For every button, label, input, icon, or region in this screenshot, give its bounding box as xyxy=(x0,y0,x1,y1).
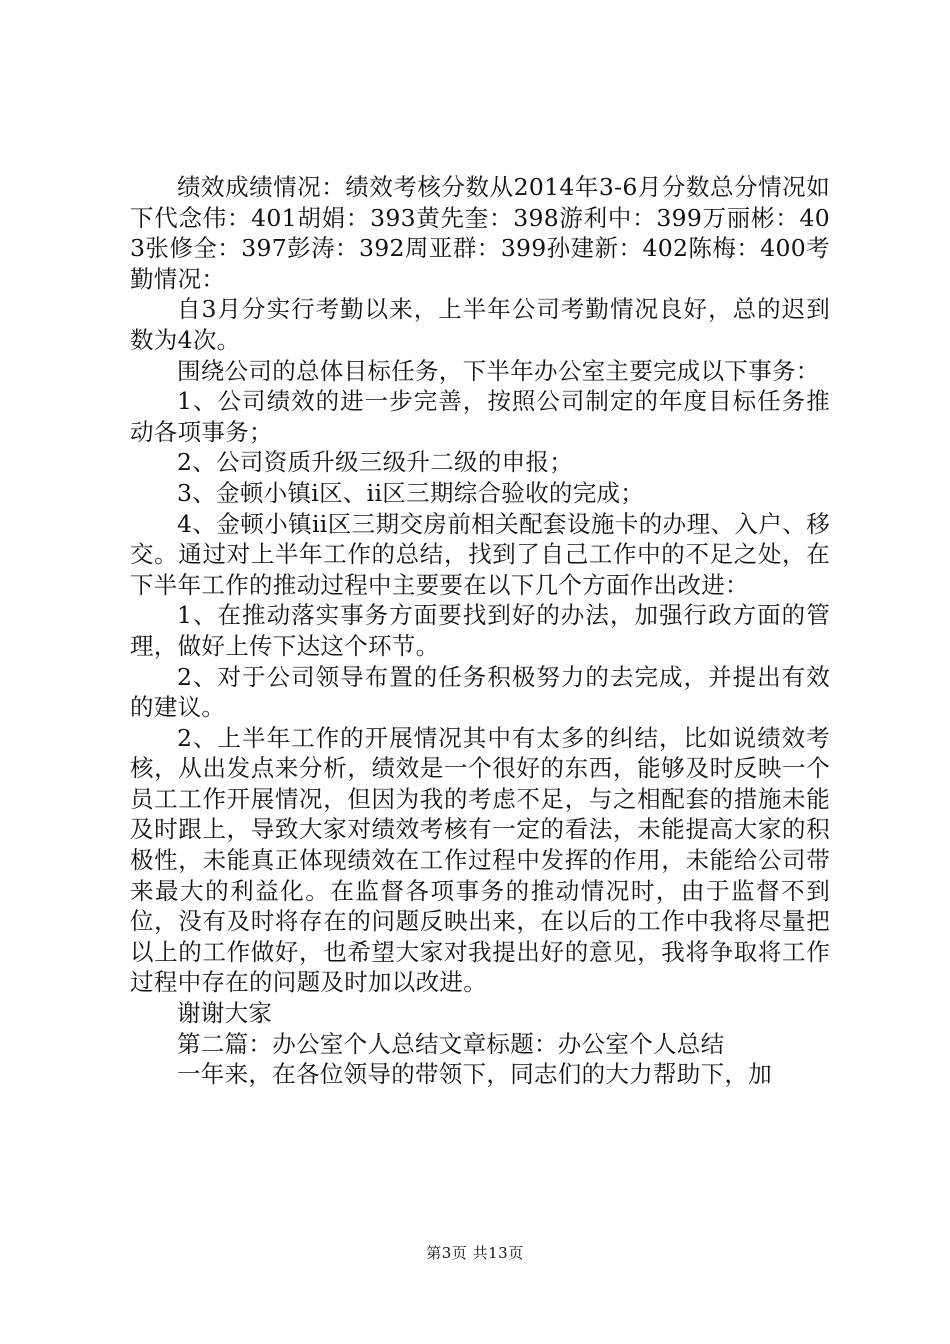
paragraph-improvement-1: 1、在推动落实事务方面要找到好的办法，加强行政方面的管理，做好上传下达这个环节。 xyxy=(130,601,830,660)
paragraph-goal-2: 2、公司资质升级三级升二级的申报； xyxy=(177,448,574,477)
paragraph-second-article-start: 一年来，在各位领导的带领下，同志们的大力帮助下，加 xyxy=(177,1060,772,1089)
paragraph-improvement-3: 2、上半年工作的开展情况其中有太多的纠结，比如说绩效考核，从出发点来分析，绩效是一个很好的东西，能够及时反映一个员工工作开展情况，但因为我的考虑不足，与之相配套的措施未能及时跟上，导致大家对绩效考核有一定的看法，未能提高大家的积极性，未能真正体现绩效在工作过程中发挥的作用，未能给公司带来最大的利益化。在监督各项事务的推动情况时，由于监督不到位，没有及时将存在的问题反映出来，在以后的工作中我将尽量把以上的工作做好，也希望大家对我提出好的意见，我将争取将工作过程中存在的问题及时加以改进。 xyxy=(130,723,830,997)
paragraph-goal-1: 1、公司绩效的进一步完善，按照公司制定的年度目标任务推动各项事务； xyxy=(130,387,830,446)
paragraph-goals-intro: 围绕公司的总体目标任务，下半年办公室主要完成以下事务： xyxy=(177,356,820,385)
paragraph-second-article-title: 第二篇：办公室个人总结文章标题：办公室个人总结 xyxy=(177,1029,725,1058)
page-number-label: 第3页 共13页 xyxy=(426,1244,524,1262)
document-body xyxy=(130,172,830,1090)
paragraph-goal-3: 3、金顿小镇i区、ii区三期综合验收的完成； xyxy=(177,478,645,507)
page-footer xyxy=(0,1243,950,1263)
paragraph-performance-scores: 绩效成绩情况：绩效考核分数从2014年3-6月分数总分情况如下代念伟：401胡娟：393黄先奎：398游利中：399万丽彬：403张修全：397彭涛：392周亚群：399孙建新：402陈梅：400考勤情况： xyxy=(130,173,830,293)
paragraph-attendance: 自3月分实行考勤以来，上半年公司考勤情况良好，总的迟到数为4次。 xyxy=(130,295,830,354)
paragraph-thanks: 谢谢大家 xyxy=(177,999,273,1028)
paragraph-improvement-2: 2、对于公司领导布置的任务积极努力的去完成，并提出有效的建议。 xyxy=(130,662,830,722)
paragraph-goal-4: 4、金顿小镇ii区三期交房前相关配套设施卡的办理、入户、移交。通过对上半年工作的总结，找到了自己工作中的不足之处，在下半年工作的推动过程中主要要在以下几个方面作出改进： xyxy=(130,509,830,599)
